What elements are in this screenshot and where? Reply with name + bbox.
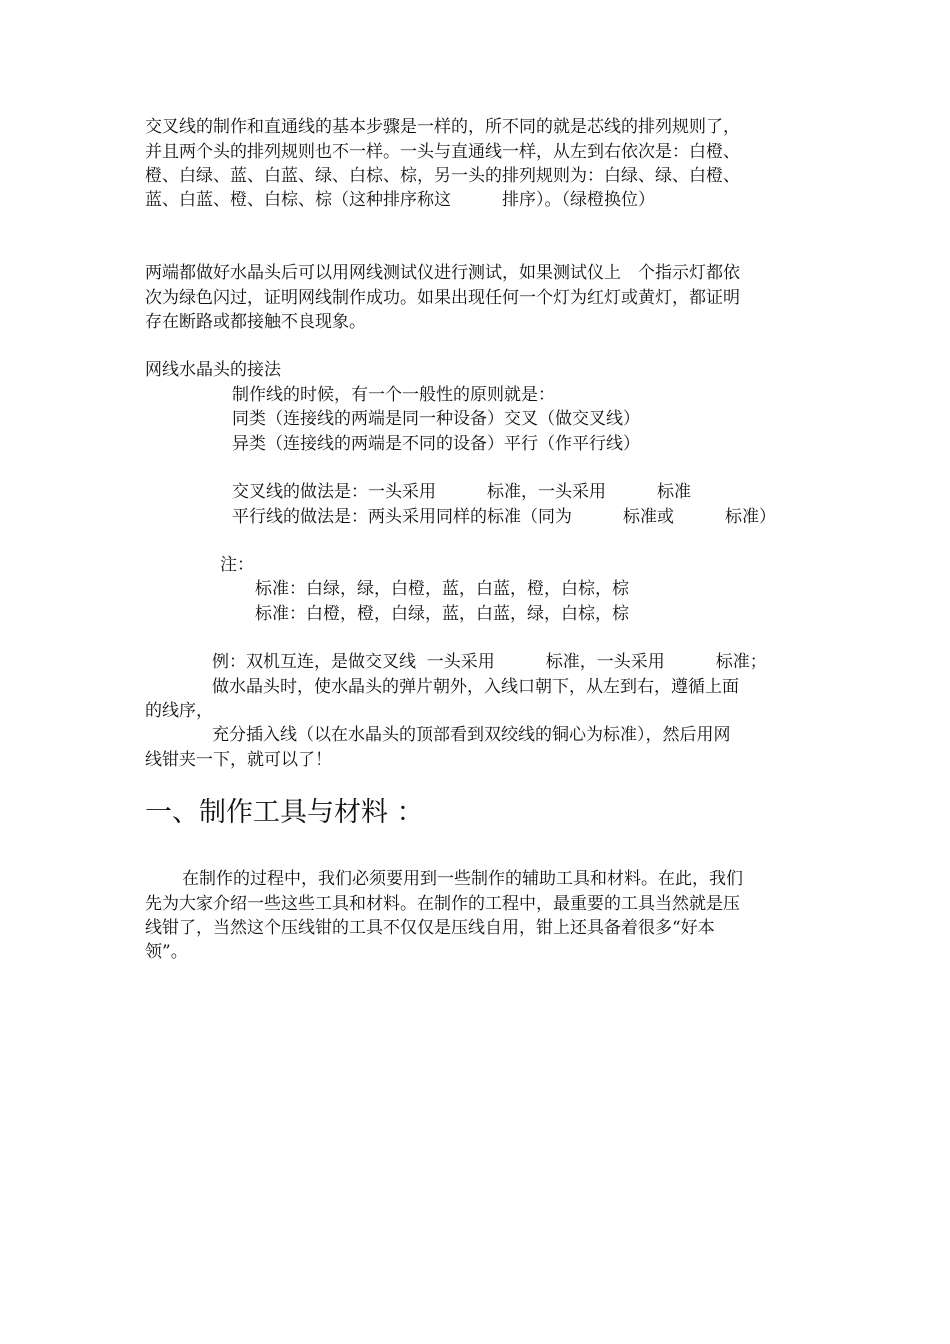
example-line: 例：双机互连，是做交叉线 一头采用 标准，一头采用 标准； bbox=[212, 652, 767, 672]
tools-line: 线钳了，当然这个压线钳的工具不仅仅是压线自用，钳上还具备着很多“好本 bbox=[145, 918, 715, 938]
test-line: 两端都做好水晶头后可以用网线测试仪进行测试，如果测试仪上 个指示灯都依 bbox=[145, 263, 740, 283]
test-line: 存在断路或都接触不良现象。 bbox=[145, 312, 366, 332]
step-line: 线钳夹一下，就可以了！ bbox=[145, 750, 332, 770]
intro-line: 蓝、白蓝、橙、白棕、棕（这种排序称这 排序）。（绿橙换位） bbox=[145, 190, 655, 210]
intro-line: 交叉线的制作和直通线的基本步骤是一样的，所不同的就是芯线的排列规则了， bbox=[145, 117, 740, 137]
step-line: 的线序， bbox=[145, 701, 213, 721]
intro-line: 橙、白绿、蓝、白蓝、绿、白棕、棕，另一头的排列规则为：白绿、绿、白橙、 bbox=[145, 166, 740, 186]
step-line: 充分插入线（以在水晶头的顶部看到双绞线的铜心为标准），然后用网 bbox=[212, 725, 731, 745]
method-principle: 制作线的时候，有一个一般性的原则就是： bbox=[232, 385, 555, 405]
note-label: 注： bbox=[220, 555, 254, 575]
method-diff-rule: 异类（连接线的两端是不同的设备）平行（作平行线） bbox=[232, 434, 640, 454]
method-same-rule: 同类（连接线的两端是同一种设备）交叉（做交叉线） bbox=[232, 409, 640, 429]
method-title: 网线水晶头的接法 bbox=[145, 360, 281, 380]
tools-line: 先为大家介绍一些这些工具和材料。在制作的工程中，最重要的工具当然就是压 bbox=[145, 894, 740, 914]
method-parallel-rule: 平行线的做法是：两头采用同样的标准（同为 标准或 标准） bbox=[232, 507, 776, 527]
step-line: 做水晶头时，使水晶头的弹片朝外，入线口朝下，从左到右，遵循上面 bbox=[212, 677, 739, 697]
standard-a-line: 标准：白绿，绿，白橙，蓝，白蓝，橙，白棕，棕 bbox=[255, 579, 629, 599]
tools-line: 领”。 bbox=[145, 942, 188, 962]
section-heading: 一、制作工具与材料 ： bbox=[145, 797, 424, 828]
method-cross-rule: 交叉线的做法是：一头采用 标准，一头采用 标准 bbox=[232, 482, 691, 502]
intro-line: 并且两个头的排列规则也不一样。一头与直通线一样，从左到右依次是：白橙、 bbox=[145, 142, 740, 162]
standard-b-line: 标准：白橙，橙，白绿，蓝，白蓝，绿，白棕，棕 bbox=[255, 604, 629, 624]
test-line: 次为绿色闪过，证明网线制作成功。如果出现任何一个灯为红灯或黄灯，都证明 bbox=[145, 288, 740, 308]
tools-line: 在制作的过程中，我们必须要用到一些制作的辅助工具和材料。在此，我们 bbox=[182, 869, 743, 889]
